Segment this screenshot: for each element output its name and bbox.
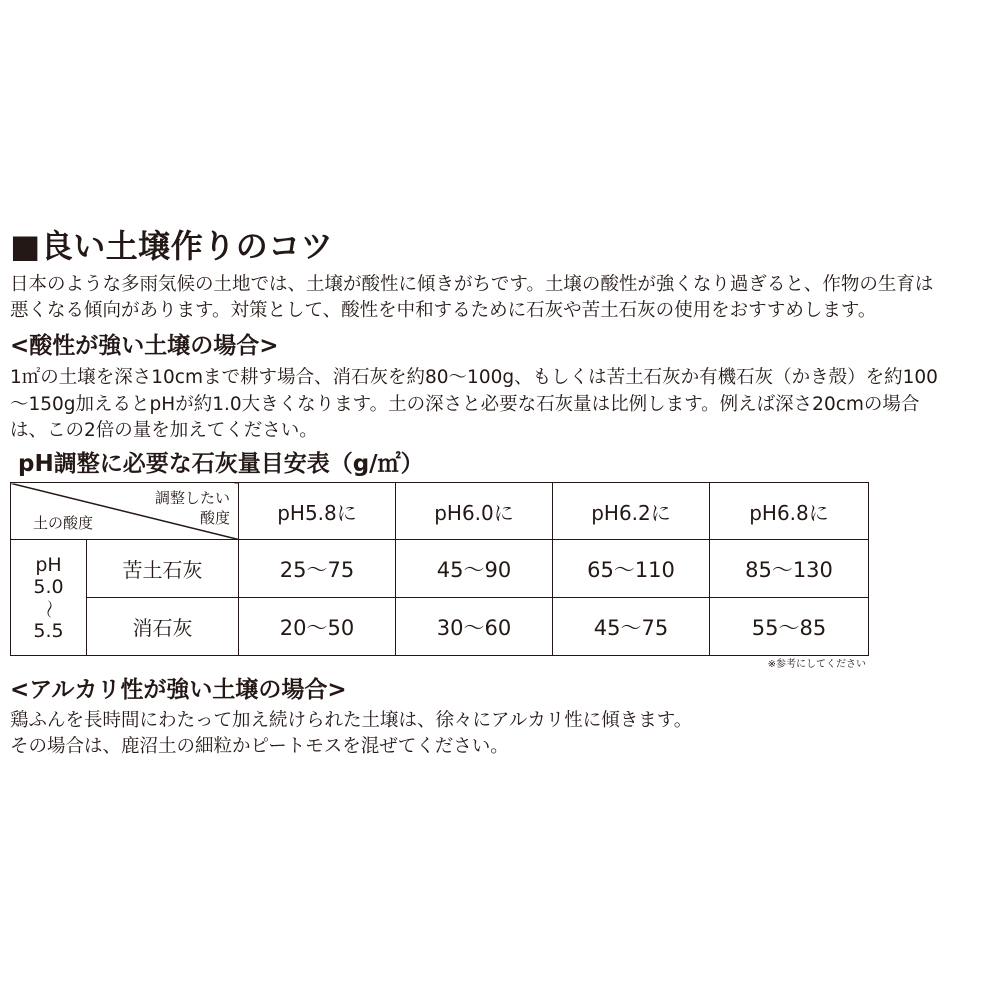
lime-amount-table [10,482,869,656]
page-title: ■良い土壌作りのコツ [10,227,334,265]
soil-ph-line: 5.5 [33,619,64,642]
corner-target-label [155,488,230,528]
column-header: pH5.8に [239,483,396,540]
table-row [11,598,869,656]
table-cell: 65〜110 [553,540,710,598]
soil-ph-range [11,540,87,656]
table-cell: 25〜75 [239,540,396,598]
acidic-line-1: 1㎡の土壌を深さ10cmまで耕す場合、消石灰を約80〜100g、もしくは苦土石灰か有機石灰（かき殻）を約100 [10,367,938,388]
acidic-line-2: 〜150g加えるとpHが約1.0大きくなります。土の深さと必要な石灰量は比例します。例えば深さ20cmの場合 [10,394,920,415]
soil-ph-line: pH [35,553,62,576]
alkaline-line-1: 鶏ふんを長時間にわたって加え続けられた土壌は、徐々にアルカリ性に傾きます。 [10,710,693,731]
corner-target-line-1: 調整したい [154,489,230,507]
column-header: pH6.2に [553,483,710,540]
intro-line-2: 悪くなる傾向があります。対策として、酸性を中和するために石灰や苦土石灰の使用をおすすめします。 [10,300,877,321]
table-note: ※参考にしてください [767,659,866,670]
soil-ph-line: 5.0 [33,575,64,598]
column-header: pH6.0に [396,483,553,540]
table-cell: 30〜60 [396,598,553,656]
table-cell: 45〜75 [553,598,710,656]
table-title: pH調整に必要な石灰量目安表（g/㎡） [18,451,424,477]
table-cell: 55〜85 [710,598,869,656]
alkaline-line-2: その場合は、鹿沼土の細粒かピートモスを混ぜてください。 [10,736,509,757]
table-cell: 85〜130 [710,540,869,598]
table-cell: 20〜50 [239,598,396,656]
corner-target-line-2: 酸度 [199,509,230,527]
row-label: 消石灰 [87,598,239,656]
table-corner-cell [11,483,239,540]
soil-ph-line: 〜 [37,598,60,619]
table-cell: 45〜90 [396,540,553,598]
row-label: 苦土石灰 [87,540,239,598]
intro-line-1: 日本のような多雨気候の土地では、土壌が酸性に傾きがちです。土壌の酸性が強くなり過ぎると、作物の生育は [10,274,934,295]
corner-soil-label: 土の酸度 [33,514,94,532]
column-header: pH6.8に [710,483,869,540]
table-header-row [11,483,869,540]
alkaline-heading: <アルカリ性が強い土壌の場合> [10,677,347,703]
acidic-line-3: は、この2倍の量を加えてください。 [10,420,318,441]
acidic-heading: <酸性が強い土壌の場合> [10,333,279,359]
table-row [11,540,869,598]
